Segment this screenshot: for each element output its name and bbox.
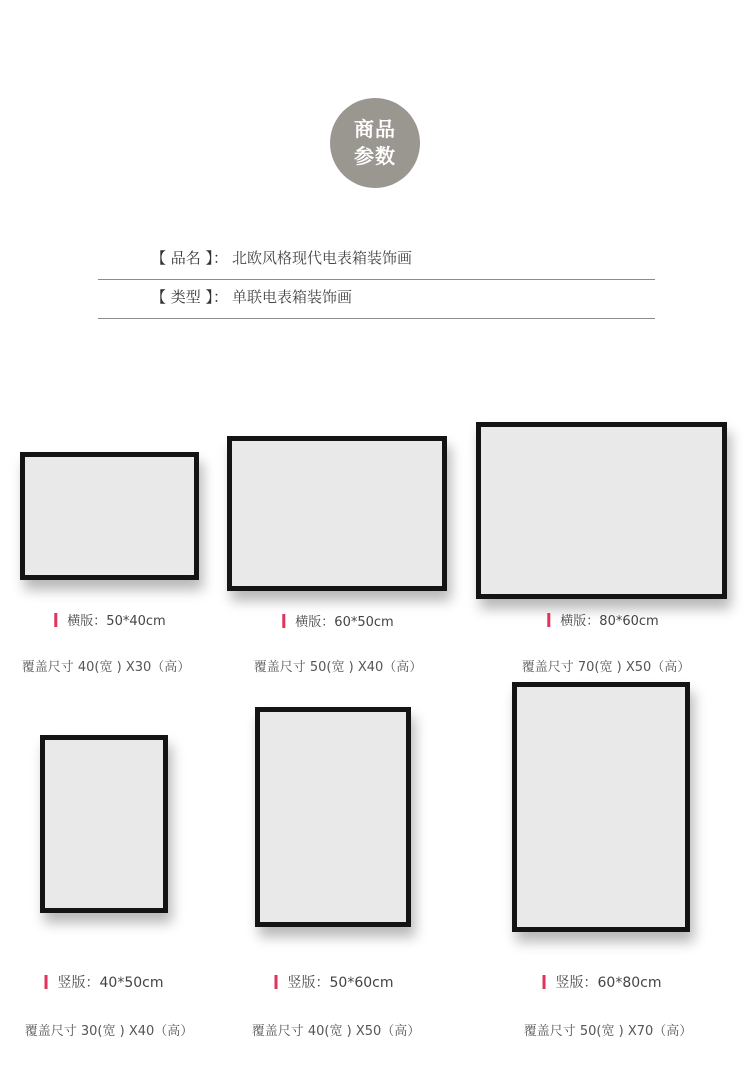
product-params-badge	[330, 98, 420, 188]
frame-landscape-60x50	[227, 436, 447, 591]
param-value: 单联电表箱装饰画	[232, 288, 353, 306]
cover-size-text: 覆盖尺寸 50(宽 ) X40（高）	[253, 660, 423, 675]
param-label: 【 类型 】：	[151, 288, 229, 306]
size-label	[543, 972, 662, 992]
frame-portrait-40x50	[40, 735, 168, 913]
size-text: 竖版：40*50cm	[57, 975, 164, 991]
size-text: 竖版：50*60cm	[287, 975, 394, 991]
size-text: 横版：60*50cm	[295, 615, 394, 630]
accent-marker	[547, 613, 550, 627]
size-text: 竖版：60*80cm	[555, 975, 662, 991]
badge-line-1: 商品	[354, 117, 396, 141]
frame-landscape-50x40	[20, 452, 199, 580]
accent-marker	[54, 613, 57, 627]
size-label	[282, 611, 393, 630]
frame-portrait-50x60	[255, 707, 411, 927]
frame-portrait-60x80	[512, 682, 690, 932]
size-label	[547, 610, 658, 629]
cover-size-text: 覆盖尺寸 40(宽 ) X30（高）	[21, 660, 191, 675]
cover-size-text: 覆盖尺寸 30(宽 ) X40（高）	[24, 1024, 194, 1039]
accent-marker	[45, 975, 48, 989]
size-label	[45, 972, 164, 992]
accent-marker	[275, 975, 278, 989]
size-text: 横版：80*60cm	[560, 614, 659, 629]
param-value: 北欧风格现代电表箱装饰画	[232, 249, 413, 267]
accent-marker	[543, 975, 546, 989]
cover-size-text: 覆盖尺寸 40(宽 ) X50（高）	[251, 1024, 421, 1039]
cover-size-text: 覆盖尺寸 50(宽 ) X70（高）	[523, 1024, 693, 1039]
size-text: 横版：50*40cm	[67, 614, 166, 629]
param-row-type	[98, 275, 655, 319]
frame-landscape-80x60	[476, 422, 727, 599]
accent-marker	[282, 614, 285, 628]
size-label	[275, 972, 394, 992]
cover-size-text: 覆盖尺寸 70(宽 ) X50（高）	[521, 660, 691, 675]
param-label: 【 品名 】：	[151, 249, 229, 267]
badge-line-2: 参数	[354, 144, 396, 168]
size-label	[54, 610, 165, 629]
param-row-name	[98, 236, 655, 280]
